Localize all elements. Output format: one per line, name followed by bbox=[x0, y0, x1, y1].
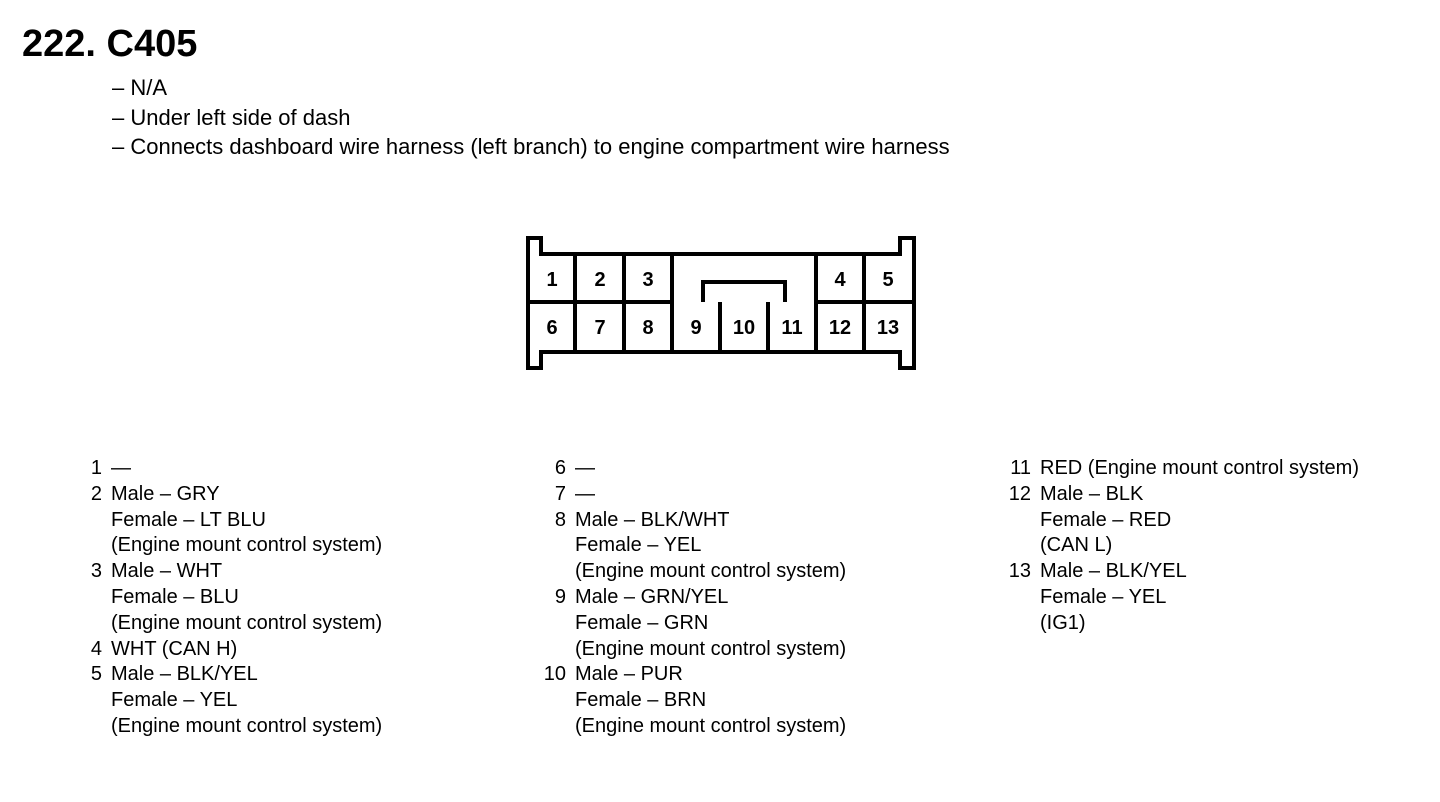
pin-detail: (Engine mount control system) bbox=[575, 560, 847, 583]
cavity-13-label: 13 bbox=[876, 317, 900, 339]
pin-detail: Male – GRY bbox=[111, 482, 220, 505]
info-line-type: – N/A bbox=[112, 75, 168, 100]
pin-number: 7 bbox=[554, 482, 566, 505]
cavity-1-label: 1 bbox=[546, 269, 558, 291]
pin-detail: WHT (CAN H) bbox=[111, 637, 238, 660]
pin-detail: Male – BLK bbox=[1040, 482, 1144, 505]
info-line-description: – Connects dashboard wire harness (left branch) to engine compartment wire harness bbox=[112, 134, 950, 159]
pin-detail: (IG1) bbox=[1040, 611, 1086, 634]
cavity-6-label: 6 bbox=[546, 317, 558, 339]
pin-entry bbox=[82, 559, 382, 636]
pin-detail: Male – BLK/YEL bbox=[111, 663, 258, 686]
cavity-12-label: 12 bbox=[828, 317, 852, 339]
pin-detail: Female – GRN bbox=[575, 611, 709, 634]
pin-detail: — bbox=[111, 457, 131, 479]
pin-entry bbox=[542, 662, 846, 739]
pin-detail: RED (Engine mount control system) bbox=[1040, 457, 1360, 479]
pin-number: 2 bbox=[90, 482, 102, 505]
pin-detail: Female – BLU bbox=[111, 585, 239, 608]
pin-detail: (Engine mount control system) bbox=[575, 714, 847, 737]
pin-column-1 bbox=[82, 456, 382, 740]
pin-entry bbox=[542, 508, 846, 585]
pin-number: 9 bbox=[554, 585, 566, 608]
pin-number: 6 bbox=[554, 457, 566, 479]
pin-entry bbox=[542, 456, 846, 482]
pin-detail: Male – WHT bbox=[111, 560, 223, 583]
pin-detail: (Engine mount control system) bbox=[111, 714, 383, 737]
pin-entry bbox=[82, 482, 382, 559]
cavity-3-label: 3 bbox=[642, 269, 654, 291]
pin-detail: Female – YEL bbox=[1040, 585, 1167, 608]
cavity-5-label: 5 bbox=[882, 269, 894, 291]
pin-detail: Female – YEL bbox=[575, 534, 702, 557]
pin-number: 11 bbox=[1010, 457, 1031, 479]
cavity-10-label: 10 bbox=[732, 317, 756, 339]
pin-number: 10 bbox=[543, 663, 566, 686]
pin-detail: Male – BLK/YEL bbox=[1040, 560, 1187, 583]
pin-number: 3 bbox=[90, 560, 102, 583]
pin-entry bbox=[542, 482, 846, 508]
pin-detail: Female – BRN bbox=[575, 689, 707, 712]
cavity-7-label: 7 bbox=[594, 317, 606, 339]
cavity-11-label: 11 bbox=[781, 317, 803, 339]
cavity-2-label: 2 bbox=[594, 269, 606, 291]
info-line-location: – Under left side of dash bbox=[112, 105, 351, 130]
pin-detail: Male – BLK/WHT bbox=[575, 508, 730, 531]
pin-detail: Male – PUR bbox=[575, 663, 683, 686]
pin-detail: Male – GRN/YEL bbox=[575, 585, 729, 608]
pin-detail: — bbox=[575, 457, 595, 479]
pin-number: 8 bbox=[554, 508, 566, 531]
pin-entry bbox=[82, 637, 382, 663]
pin-number: 12 bbox=[1008, 482, 1031, 505]
pin-detail: Female – YEL bbox=[111, 689, 238, 712]
pin-detail: Female – RED bbox=[1040, 508, 1172, 531]
pin-entry bbox=[1003, 456, 1359, 482]
pin-number: 1 bbox=[90, 457, 102, 479]
pin-detail: (Engine mount control system) bbox=[575, 637, 847, 660]
pin-number: 5 bbox=[90, 663, 102, 686]
pin-number: 13 bbox=[1008, 560, 1031, 583]
cavity-8-label: 8 bbox=[642, 317, 654, 339]
connector-lock-tab bbox=[703, 282, 785, 302]
cavity-4-label: 4 bbox=[834, 269, 846, 291]
pin-entry bbox=[82, 456, 382, 482]
pin-entry bbox=[82, 662, 382, 739]
cavity-9-label: 9 bbox=[690, 317, 702, 339]
pin-entry bbox=[1003, 559, 1359, 636]
pin-column-2 bbox=[542, 456, 846, 740]
pin-column-3 bbox=[1003, 456, 1359, 637]
pin-detail: (CAN L) bbox=[1040, 534, 1113, 557]
pin-entry bbox=[1003, 482, 1359, 559]
pin-number: 4 bbox=[90, 637, 102, 660]
pin-detail: — bbox=[575, 482, 595, 505]
pin-detail: (Engine mount control system) bbox=[111, 611, 383, 634]
pin-detail: (Engine mount control system) bbox=[111, 534, 383, 557]
pin-detail: Female – LT BLU bbox=[111, 508, 266, 531]
page-title: 222. C405 bbox=[22, 23, 198, 65]
pin-entry bbox=[542, 585, 846, 662]
